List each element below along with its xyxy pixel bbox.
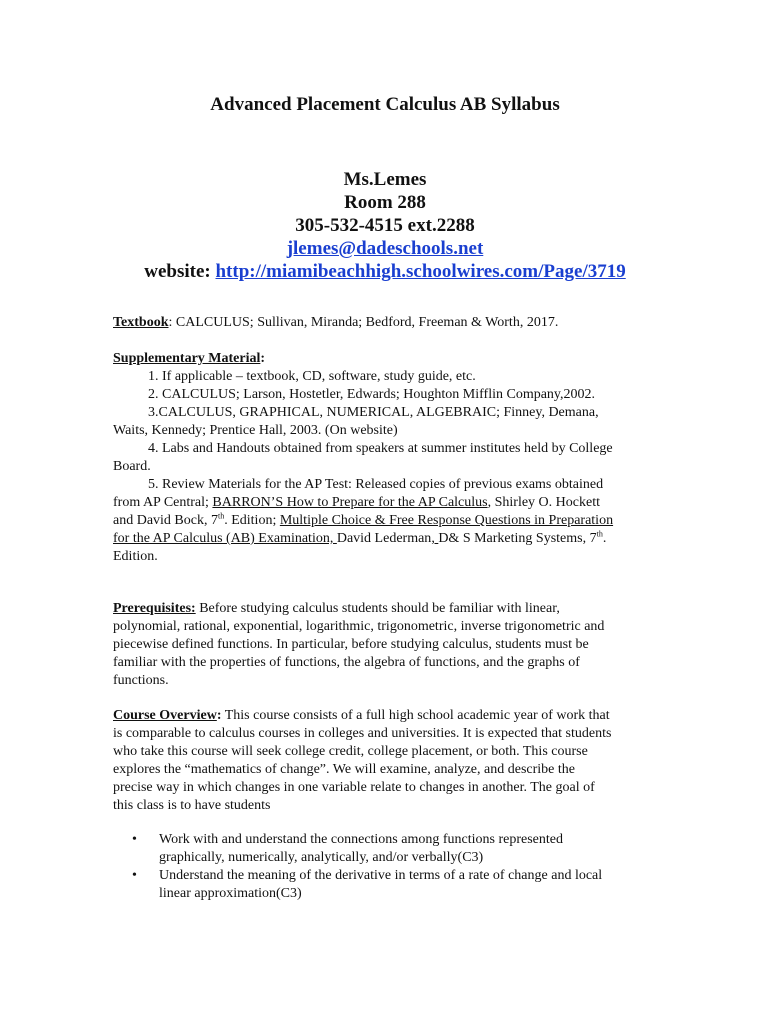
text-span: Before studying calculus students should be familiar with linear,: [195, 601, 560, 616]
list-item: [113, 831, 673, 867]
list-item: [113, 867, 673, 903]
website-row: [0, 260, 770, 283]
superscript: th: [217, 511, 225, 521]
overview-line: this class is to have students: [113, 798, 271, 813]
email-link[interactable]: jlemes@dadeschools.net: [286, 238, 484, 259]
text-span: This course consists of a full high school academic year of work that: [221, 708, 610, 723]
text-span: David Lederman: [336, 531, 432, 546]
goals-list: [113, 831, 673, 903]
supplementary-item-2: 2. CALCULUS; Larson, Hostetler, Edwards; Houghton Mifflin Company,2002.: [148, 387, 596, 402]
list-item-text: linear approximation(C3): [159, 886, 302, 901]
page-title: Advanced Placement Calculus AB Syllabus: [210, 94, 560, 115]
room-number: Room 288: [344, 192, 426, 213]
overview-label: Course Overview: [113, 708, 217, 723]
prerequisites-section: [113, 600, 673, 690]
bullet-icon: •: [132, 868, 137, 883]
supplementary-item-3: 3.CALCULUS, GRAPHICAL, NUMERICAL, ALGEBRAIC; Finney, Demana,: [148, 405, 599, 420]
text-span: D& S Marketing Systems, 7: [438, 531, 597, 546]
barrons-title: BARRON’S How to Prepare for the AP Calculus: [212, 495, 488, 510]
prerequisites-label: Prerequisites:: [113, 601, 196, 616]
overview-line: explores the “mathematics of change”. We will examine, analyze, and describe the: [113, 762, 575, 777]
teacher-name: Ms.Lemes: [343, 169, 427, 190]
prerequisites-line: functions.: [113, 673, 169, 688]
list-item-text: graphically, numerically, analytically, and/or verbally(C3): [159, 850, 484, 865]
textbook-text: : CALCULUS; Sullivan, Miranda; Bedford, Freeman & Worth, 2017.: [168, 315, 559, 330]
supplementary-item-5-cont-3: [113, 530, 673, 548]
text-span: , Shirley O. Hockett: [487, 495, 600, 510]
supplementary-item-5-cont-2: [113, 512, 673, 530]
multiple-choice-title-cont: for the AP Calculus (AB) Examination,: [113, 531, 337, 546]
supplementary-label: Supplementary Material: [113, 351, 261, 366]
textbook-label: Textbook: [113, 315, 169, 330]
textbook-section: [113, 314, 673, 332]
text-span: and David Bock, 7: [113, 513, 218, 528]
text-span: ,: [431, 531, 439, 546]
overview-line: is comparable to calculus courses in colleges and universities. It is expected that students: [113, 726, 612, 741]
supplementary-section: [113, 350, 673, 566]
supplementary-item-3-cont: Waits, Kennedy; Prentice Hall, 2003. (On website): [113, 423, 398, 438]
prerequisites-line: piecewise defined functions. In particular, before studying calculus, students must be: [113, 637, 589, 652]
overview-line: precise way in which changes in one variable relate to changes in another. The goal of: [113, 780, 595, 795]
prerequisites-line: polynomial, rational, exponential, logarithmic, trigonometric, inverse trigonometric and: [113, 619, 605, 634]
bullet-icon: •: [132, 832, 137, 847]
text-span: . Edition;: [224, 513, 280, 528]
course-overview-section: [113, 707, 673, 815]
multiple-choice-title: Multiple Choice & Free Response Questions in Preparation: [279, 513, 614, 528]
overview-colon: :: [216, 708, 222, 723]
supplementary-colon: :: [260, 351, 266, 366]
supplementary-item-4-cont: Board.: [113, 459, 151, 474]
supplementary-item-5-cont-1: [113, 494, 673, 512]
list-item-text: Understand the meaning of the derivative in terms of a rate of change and local: [159, 868, 603, 883]
supplementary-item-4: 4. Labs and Handouts obtained from speakers at summer institutes held by College: [148, 441, 613, 456]
email-row: [0, 237, 770, 260]
supplementary-item-5: 5. Review Materials for the AP Test: Released copies of previous exams obtained: [148, 477, 604, 492]
text-span: .: [602, 531, 607, 546]
superscript: th: [596, 529, 603, 539]
prerequisites-line: familiar with the properties of functions, the algebra of functions, and the graphs of: [113, 655, 580, 670]
website-label: website:: [144, 261, 211, 282]
overview-line: who take this course will seek college credit, college placement, or both. This course: [113, 744, 588, 759]
supplementary-item-1: 1. If applicable – textbook, CD, software, study guide, etc.: [148, 369, 476, 384]
phone-number: 305-532-4515 ext.2288: [295, 215, 475, 236]
website-link[interactable]: http://miamibeachhigh.schoolwires.com/Page/3719: [215, 261, 626, 282]
supplementary-item-5-cont-4: Edition.: [113, 549, 158, 564]
text-span: from AP Central;: [113, 495, 213, 510]
list-item-text: Work with and understand the connections among functions represented: [159, 832, 563, 847]
